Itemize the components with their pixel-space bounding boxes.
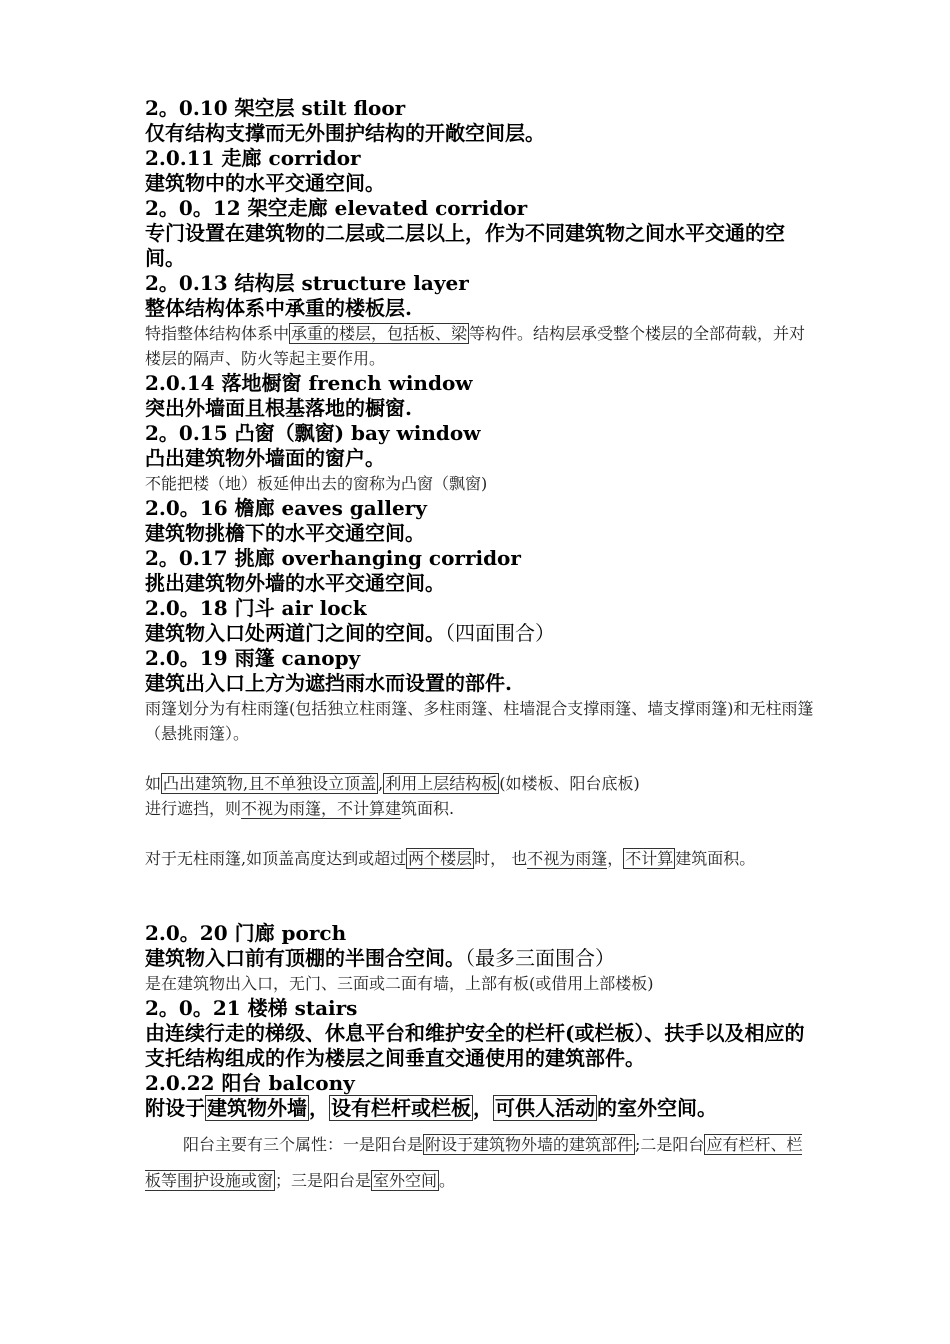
entry-definition: 挑出建筑物外墙的水平交通空间。 — [145, 571, 445, 595]
entry-definition: 建筑物挑檐下的水平交通空间。 — [145, 521, 425, 545]
entry-heading: 2。0.15 凸窗（飘窗) bay window — [145, 421, 481, 445]
definition-note: （最多三面围合） — [465, 946, 615, 970]
document-body — [145, 96, 815, 1199]
entry-heading: 2.0.14 落地橱窗 french window — [145, 371, 473, 395]
underlined-text: 不视为雨篷，不计算建 — [241, 799, 402, 818]
entry-paragraph — [145, 1127, 815, 1199]
entry-definition: 凸出建筑物外墙面的窗户。 — [145, 446, 385, 470]
entry-heading: 2.0。19 雨篷 canopy — [145, 646, 361, 670]
note-text: 时， 也 — [474, 849, 528, 868]
entry-heading: 2。0.17 挑廊 overhanging corridor — [145, 546, 521, 570]
entry-note — [145, 846, 815, 871]
entry-note — [145, 321, 815, 371]
entry-heading: 2.0。18 门斗 air lock — [145, 596, 367, 620]
entry-heading: 2。0.10 架空层 stilt floor — [145, 96, 406, 120]
spacer — [145, 746, 815, 771]
note-text: 特指整体结构体系中 — [145, 324, 290, 343]
boxed-text: 承重的楼层，包括板、梁 — [291, 324, 468, 343]
entry-definition: 建筑物中的水平交通空间。 — [145, 171, 385, 195]
boxed-text: 可供人活动 — [495, 1096, 595, 1120]
underlined-text: 不视为雨篷 — [527, 849, 608, 868]
spacer — [145, 821, 815, 846]
entry-heading: 2。0.13 结构层 structure layer — [145, 271, 469, 295]
entry-note: 雨篷划分为有柱雨篷(包括独立柱雨篷、多柱雨篷、柱墙混合支撑雨篷、墙支撑雨篷)和无柱雨篷（悬挑雨篷）。 — [145, 699, 814, 743]
boxed-text: 应有栏杆、栏板等围护设施或窗 — [145, 1135, 803, 1190]
note-text: 筑面积. — [401, 799, 455, 818]
definition-text: ， — [309, 1096, 329, 1120]
boxed-text: 室外空间 — [373, 1171, 438, 1190]
boxed-text: 建筑物外墙 — [207, 1096, 307, 1120]
note-text: 对于无柱雨篷,如顶盖高度达到或超过 — [145, 849, 407, 868]
note-text: ， — [607, 849, 624, 868]
entry-heading: 2。0。12 架空走廊 elevated corridor — [145, 196, 528, 220]
note-text: ;二是阳台 — [635, 1135, 705, 1154]
boxed-text: 附设于建筑物外墙的建筑部件 — [425, 1135, 634, 1154]
note-text: 建筑面积。 — [675, 849, 756, 868]
definition-text: 建筑物入口前有顶棚的半围合空间。 — [145, 946, 465, 970]
entry-definition: 建筑出入口上方为遮挡雨水而设置的部件. — [145, 671, 512, 695]
entry-definition — [145, 1096, 815, 1121]
entry-heading: 2.0。20 门廊 porch — [145, 921, 347, 945]
entry-note: 不能把楼（地）板延伸出去的窗称为凸窗（飘窗) — [145, 474, 488, 493]
entry-heading: 2。0。21 楼梯 stairs — [145, 996, 358, 1020]
definition-text: 附设于 — [145, 1096, 205, 1120]
entry-heading: 2.0.22 阳台 balcony — [145, 1071, 355, 1095]
note-text: (如楼板、阳台底板) — [499, 774, 640, 793]
definition-text: ， — [473, 1096, 493, 1120]
boxed-text: 不计算 — [625, 849, 674, 868]
entry-definition: 突出外墙面且根基落地的橱窗. — [145, 396, 412, 420]
entry-heading: 2.0.11 走廊 corridor — [145, 146, 361, 170]
entry-definition: 由连续行走的梯级、休息平台和维护安全的栏杆(或栏板）、扶手以及相应的支托结构组成的作为楼层之间垂直交通使用的建筑部件。 — [145, 1021, 805, 1070]
entry-definition — [145, 621, 815, 646]
entry-heading: 2.0。16 檐廊 eaves gallery — [145, 496, 427, 520]
note-text: , — [378, 774, 384, 793]
entry-definition: 仅有结构支撑而无外围护结构的开敞空间层。 — [145, 121, 545, 145]
definition-text: 建筑物入口处两道门之间的空间。 — [145, 621, 445, 645]
entry-note: 是在建筑物出入口，无门、三面或二面有墙，上部有板(或借用上部楼板) — [145, 974, 654, 993]
boxed-text: 设有栏杆或栏板 — [331, 1096, 471, 1120]
note-text: 。 — [439, 1171, 456, 1190]
entry-definition — [145, 946, 815, 971]
note-text: 进行遮挡，则 — [145, 799, 242, 818]
note-text: 如 — [145, 774, 162, 793]
entry-definition: 专门设置在建筑物的二层或二层以上，作为不同建筑物之间水平交通的空间。 — [145, 221, 785, 270]
note-text: 等构件。结构层承受整个楼层的全部荷载，并对楼层的隔声、防火等起主要作用。 — [145, 324, 806, 368]
boxed-text: 凸出建筑物,且不单独设立顶盖 — [163, 774, 377, 793]
note-text: ；三是阳台是 — [275, 1171, 372, 1190]
entry-note — [145, 771, 815, 821]
definition-note: （四面围合） — [445, 621, 555, 645]
spacer — [145, 871, 815, 921]
definition-text: 的室外空间。 — [597, 1096, 717, 1120]
note-text: 阳台主要有三个属性：一是阳台是 — [183, 1135, 424, 1154]
boxed-text: 两个楼层 — [408, 849, 473, 868]
entry-definition: 整体结构体系中承重的楼板层. — [145, 296, 412, 320]
boxed-text: 利用上层结构板 — [385, 774, 498, 793]
